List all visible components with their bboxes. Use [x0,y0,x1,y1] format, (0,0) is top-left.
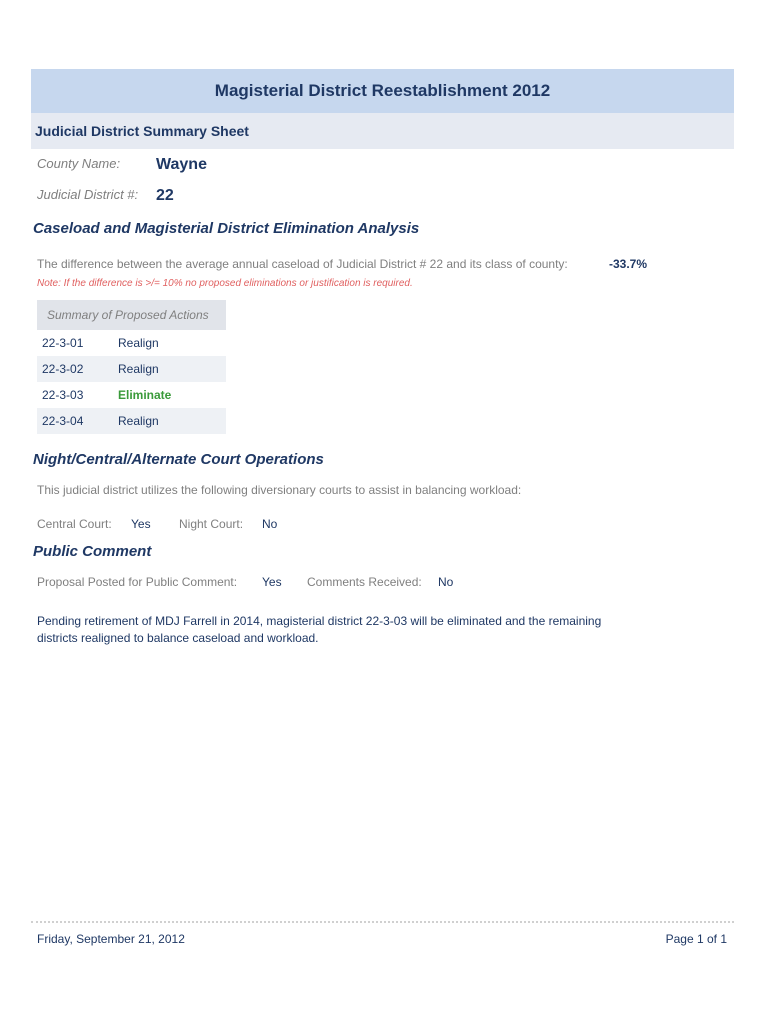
table-row [37,382,226,408]
district-code: 22-3-03 [42,388,84,402]
district-action: Realign [118,336,159,350]
public-comment-text [37,613,677,647]
district-code: 22-3-01 [42,336,84,350]
received-label: Comments Received: [307,575,422,589]
proposed-actions-header: Summary of Proposed Actions [37,300,226,330]
caseload-heading: Caseload and Magisterial District Elimination Analysis [33,220,420,237]
comment-line: Pending retirement of MDJ Farrell in 2014, magisterial district 22-3-03 will be eliminated and the remaining [37,614,602,628]
footer-date: Friday, September 21, 2012 [37,932,185,946]
received-value: No [438,575,454,589]
courts-description: This judicial district utilizes the following diversionary courts to assist in balancing workload: [37,483,522,497]
report-subtitle-text: Judicial District Summary Sheet [35,123,249,139]
judicial-district-value: 22 [156,187,174,204]
central-court-label: Central Court: [37,517,112,531]
public-comment-heading: Public Comment [33,543,152,560]
district-code: 22-3-02 [42,362,84,376]
footer-page-number: Page 1 of 1 [665,932,727,946]
posted-value: Yes [262,575,282,589]
report-subtitle [31,113,734,149]
night-court-value: No [262,517,278,531]
judicial-district-label: Judicial District #: [37,187,139,202]
courts-heading: Night/Central/Alternate Court Operations [33,451,324,468]
night-court-label: Night Court: [179,517,244,531]
caseload-note: Note: If the difference is >/= 10% no proposed eliminations or justification is required. [37,278,413,289]
table-row [37,408,226,434]
district-code: 22-3-04 [42,414,84,428]
footer-divider [31,921,734,923]
report-title-text: Magisterial District Reestablishment 2012 [214,81,551,100]
comment-line: districts realigned to balance caseload and workload. [37,631,319,645]
caseload-difference-value: -33.7% [609,257,648,271]
district-action: Eliminate [118,388,172,402]
district-action: Realign [118,362,159,376]
county-name-label: County Name: [37,156,121,171]
district-action: Realign [118,414,159,428]
caseload-difference-text: The difference between the average annual caseload of Judicial District # 22 and its class of county: [37,257,568,271]
table-row [37,356,226,382]
central-court-value: Yes [131,517,151,531]
proposed-actions-table [37,300,226,434]
county-name-value: Wayne [156,156,207,173]
table-row [37,330,226,356]
posted-label: Proposal Posted for Public Comment: [37,575,238,589]
report-title [31,69,734,113]
